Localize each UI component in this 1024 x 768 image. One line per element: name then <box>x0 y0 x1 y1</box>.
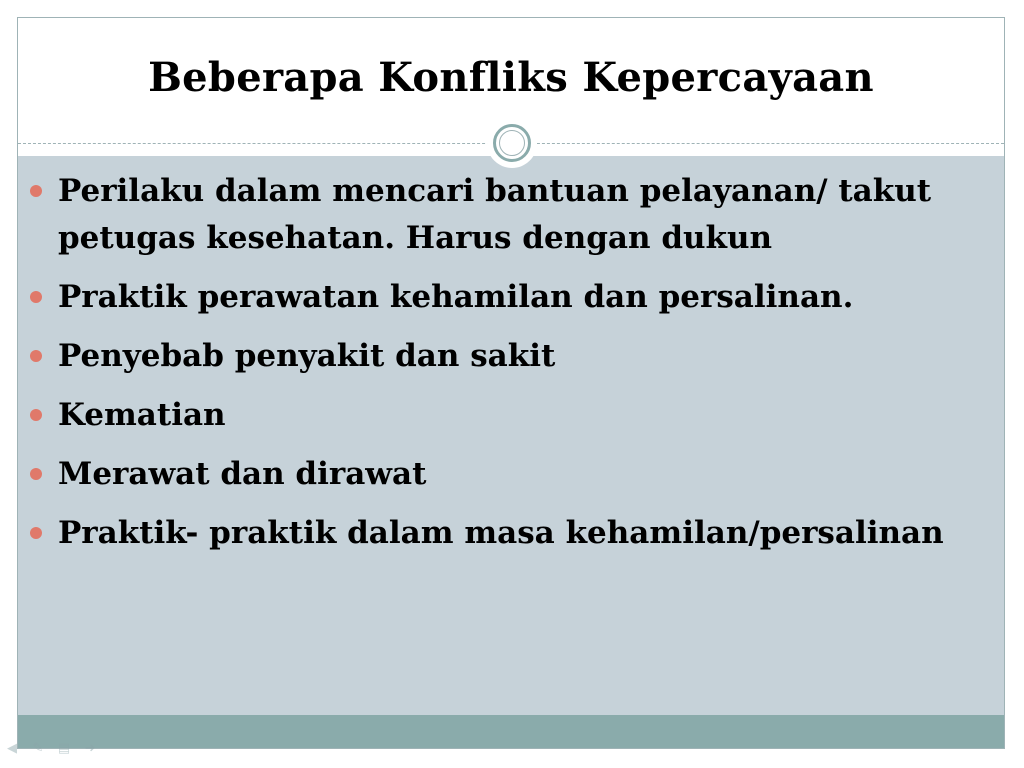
menu-icon[interactable]: ▤ <box>57 741 71 756</box>
bullet-item <box>18 392 1004 439</box>
bullet-text: Perilaku dalam mencari bantuan pelayanan/ takut petugas kesehatan. Harus dengan dukun <box>58 173 932 256</box>
bullet-item <box>18 168 1004 262</box>
bullet-dot-icon <box>30 350 42 362</box>
bullet-list <box>18 168 1004 569</box>
bullet-item <box>18 510 1004 557</box>
bullet-item <box>18 451 1004 498</box>
footer-bar <box>18 715 1004 748</box>
bullet-text: Kematian <box>58 397 226 433</box>
slideshow-nav <box>4 740 98 758</box>
bullet-text: Merawat dan dirawat <box>58 456 427 492</box>
pen-icon[interactable]: ✎ <box>32 741 44 756</box>
bullet-text: Penyebab penyakit dan sakit <box>58 338 556 374</box>
previous-arrow-icon[interactable]: ◀ <box>7 741 17 756</box>
bullet-dot-icon <box>30 527 42 539</box>
circle-ornament-icon <box>487 118 537 168</box>
next-arrow-icon[interactable]: ➜ <box>84 741 96 756</box>
bullet-dot-icon <box>30 185 42 197</box>
bullet-dot-icon <box>30 409 42 421</box>
bullet-item <box>18 274 1004 321</box>
bullet-text: Praktik perawatan kehamilan dan persalinan. <box>58 279 854 315</box>
bullet-text: Praktik- praktik dalam masa kehamilan/persalinan <box>58 515 944 551</box>
bullet-item <box>18 333 1004 380</box>
bullet-dot-icon <box>30 291 42 303</box>
slide-frame <box>17 17 1005 749</box>
slide-title: Beberapa Konfliks Kepercayaan <box>148 54 874 101</box>
bullet-dot-icon <box>30 468 42 480</box>
